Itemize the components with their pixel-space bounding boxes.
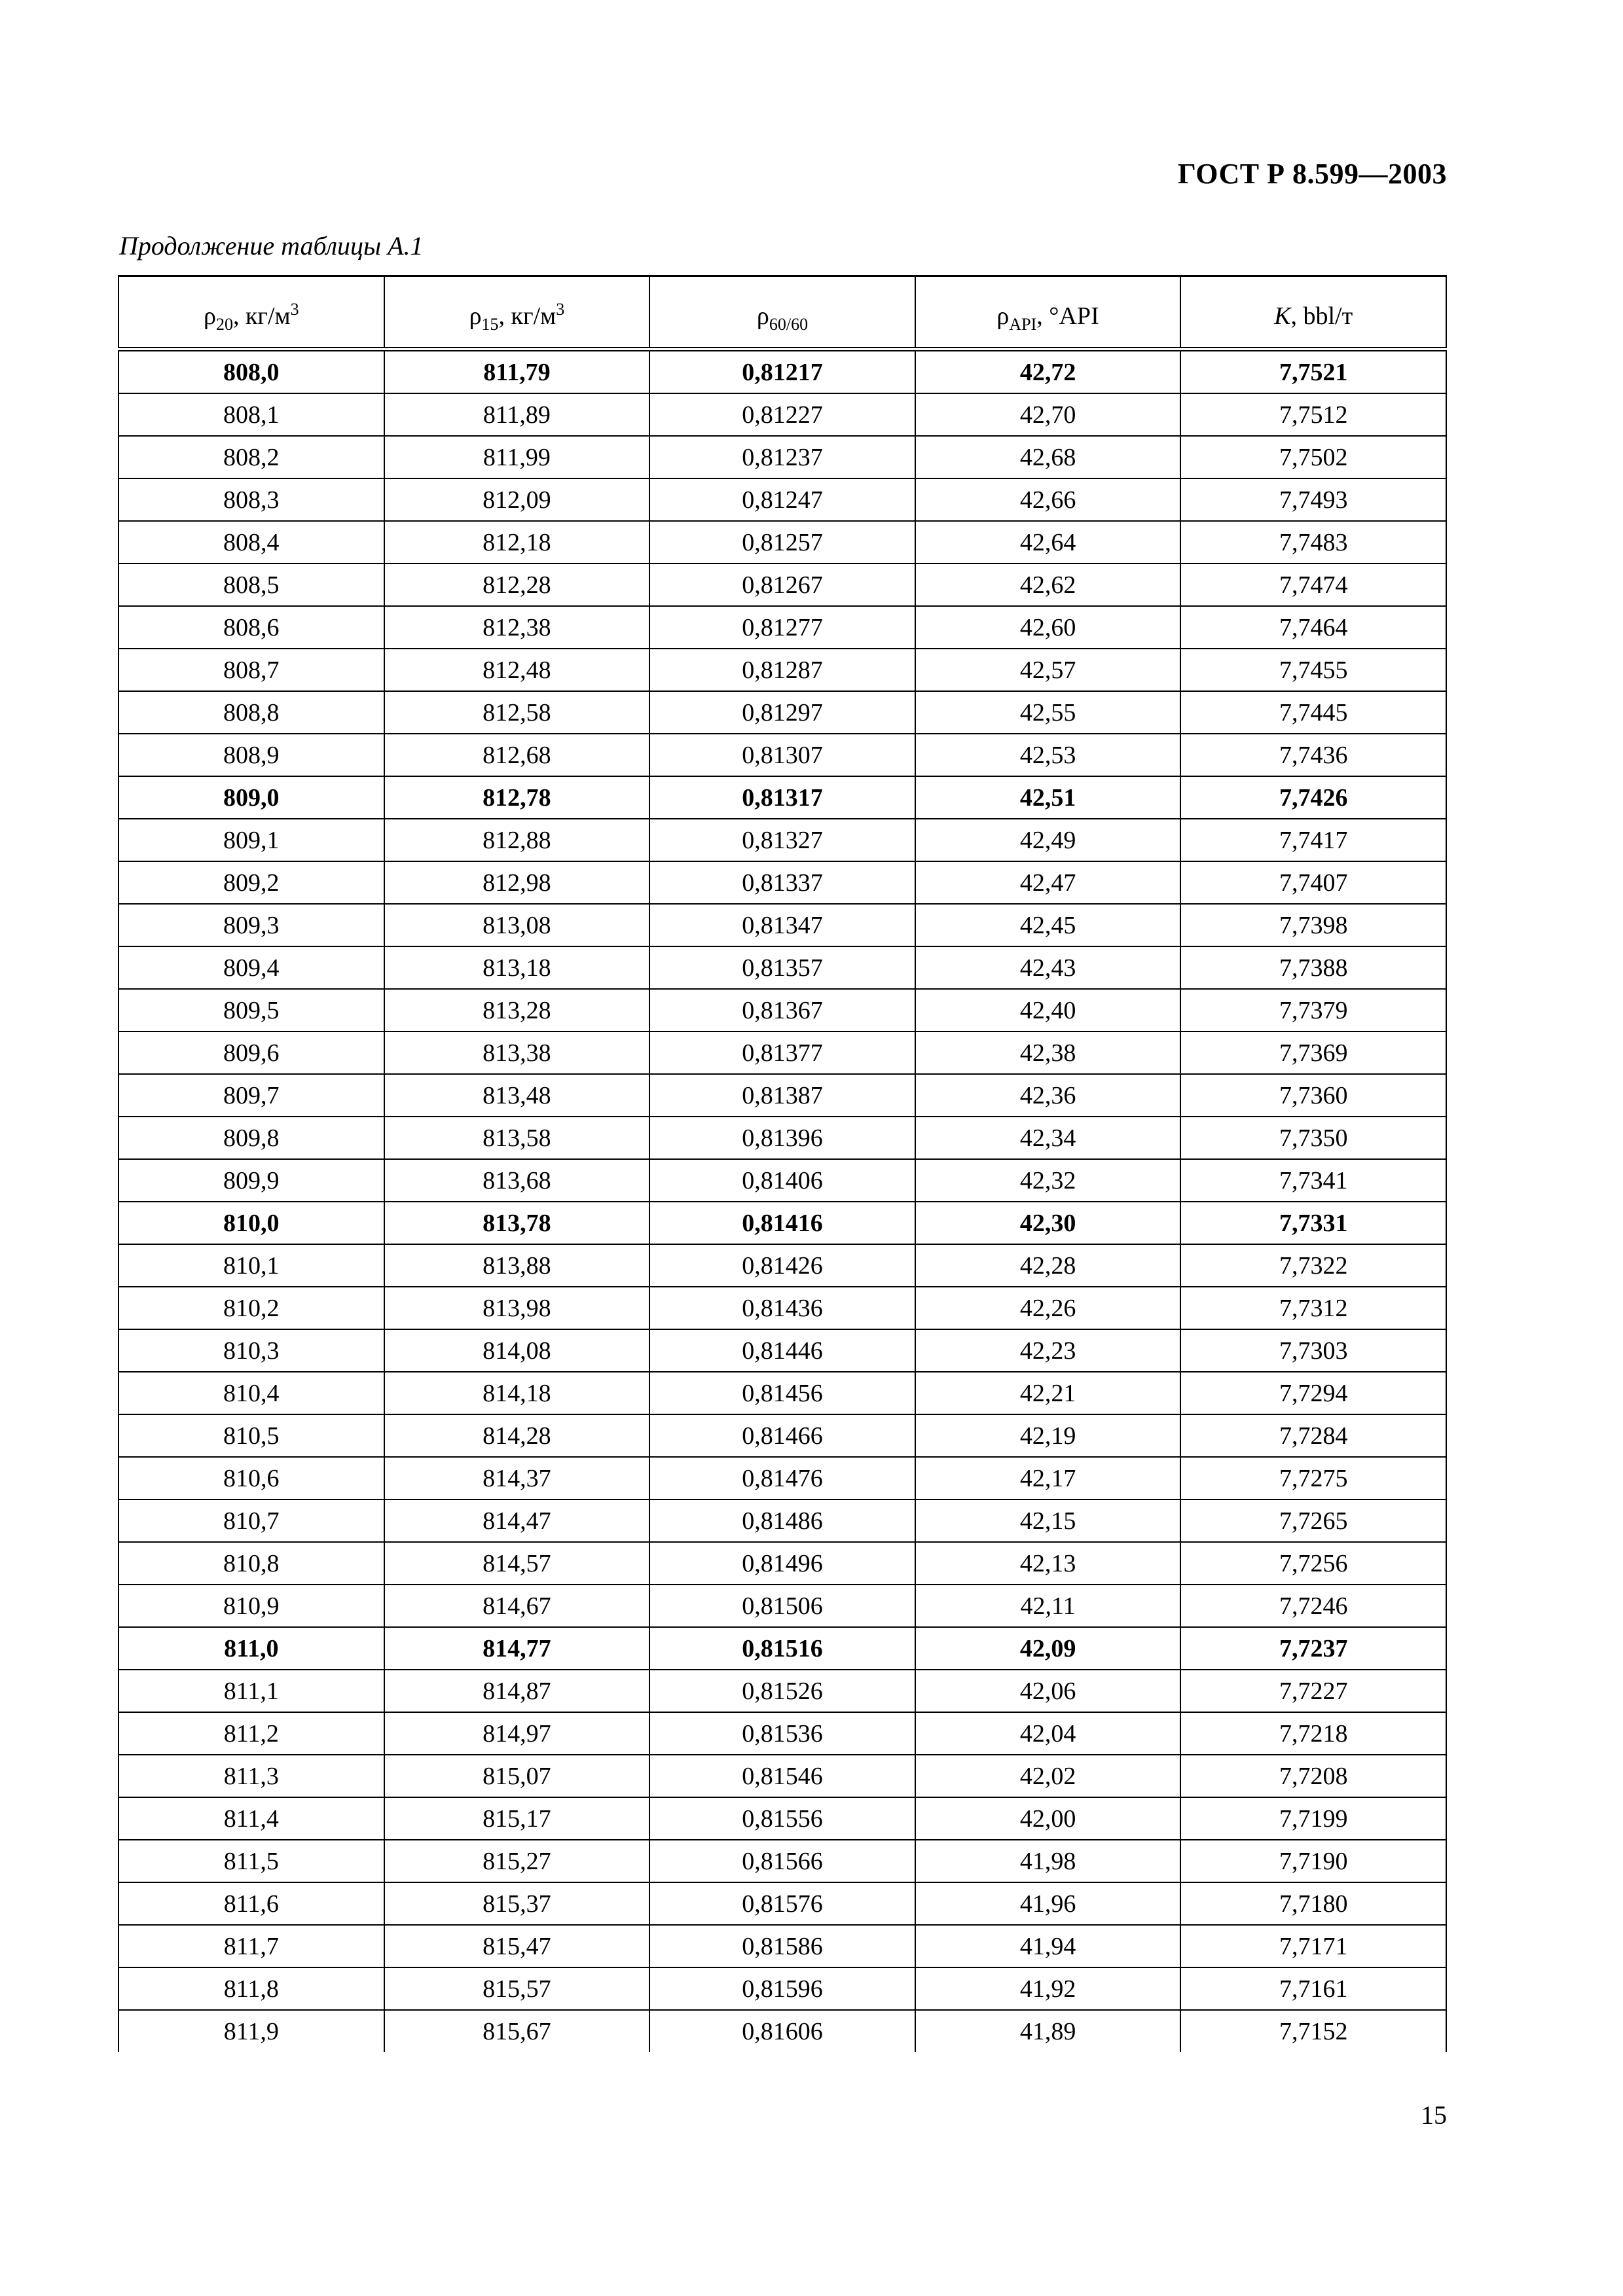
table-cell: 7,7265	[1180, 1499, 1446, 1542]
column-subscript: 60/60	[769, 315, 809, 334]
table-cell: 813,88	[384, 1244, 650, 1287]
table-cell: 0,81486	[649, 1499, 915, 1542]
table-cell: 7,7388	[1180, 946, 1446, 989]
table-cell: 812,09	[384, 478, 650, 521]
table-cell: 0,81516	[649, 1627, 915, 1670]
table-cell: 810,6	[119, 1457, 384, 1499]
table-cell: 7,7322	[1180, 1244, 1446, 1287]
table-cell: 42,57	[915, 649, 1181, 691]
table-cell: 808,6	[119, 606, 384, 649]
table-cell: 808,4	[119, 521, 384, 564]
table-cell: 7,7455	[1180, 649, 1446, 691]
table-cell: 0,81327	[649, 819, 915, 861]
table-cell: 42,51	[915, 776, 1181, 819]
table-row	[119, 989, 1446, 1031]
table-cell: 0,81337	[649, 861, 915, 904]
data-table	[118, 275, 1447, 2052]
table-cell: 7,7341	[1180, 1159, 1446, 1202]
table-cell: 810,7	[119, 1499, 384, 1542]
table-cell: 41,96	[915, 1882, 1181, 1925]
table-cell: 813,38	[384, 1031, 650, 1074]
table-row	[119, 1117, 1446, 1159]
table-cell: 811,7	[119, 1925, 384, 1967]
table-cell: 42,62	[915, 564, 1181, 606]
table-cell: 810,1	[119, 1244, 384, 1287]
column-header-3	[649, 276, 915, 350]
table-cell: 42,34	[915, 1117, 1181, 1159]
table-row	[119, 691, 1446, 734]
table-cell: 809,9	[119, 1159, 384, 1202]
table-cell: 0,81416	[649, 1202, 915, 1244]
table-cell: 7,7360	[1180, 1074, 1446, 1117]
table-cell: 813,58	[384, 1117, 650, 1159]
table-row	[119, 1074, 1446, 1117]
table-cell: 7,7312	[1180, 1287, 1446, 1329]
table-cell: 812,38	[384, 606, 650, 649]
table-cell: 811,89	[384, 393, 650, 436]
table-cell: 7,7426	[1180, 776, 1446, 819]
table-cell: 813,08	[384, 904, 650, 946]
table-cell: 7,7256	[1180, 1542, 1446, 1585]
table-row	[119, 1712, 1446, 1755]
column-symbol: K	[1274, 302, 1291, 330]
table-cell: 811,6	[119, 1882, 384, 1925]
table-row	[119, 776, 1446, 819]
table-cell: 7,7171	[1180, 1925, 1446, 1967]
table-cell: 812,68	[384, 734, 650, 776]
table-row	[119, 1244, 1446, 1287]
table-row	[119, 1414, 1446, 1457]
table-cell: 0,81257	[649, 521, 915, 564]
table-cell: 808,7	[119, 649, 384, 691]
table-cell: 42,19	[915, 1414, 1181, 1457]
table-cell: 7,7284	[1180, 1414, 1446, 1457]
table-cell: 814,97	[384, 1712, 650, 1755]
table-row	[119, 478, 1446, 521]
table-cell: 813,48	[384, 1074, 650, 1117]
table-cell: 0,81456	[649, 1372, 915, 1414]
table-cell: 815,67	[384, 2010, 650, 2052]
table-cell: 0,81476	[649, 1457, 915, 1499]
table-cell: 808,3	[119, 478, 384, 521]
table-cell: 42,53	[915, 734, 1181, 776]
table-cell: 42,70	[915, 393, 1181, 436]
table-cell: 42,40	[915, 989, 1181, 1031]
table-row	[119, 350, 1446, 394]
table-cell: 7,7502	[1180, 436, 1446, 478]
table-cell: 810,2	[119, 1287, 384, 1329]
table-cell: 0,81227	[649, 393, 915, 436]
table-cell: 42,72	[915, 350, 1181, 394]
table-cell: 809,2	[119, 861, 384, 904]
table-cell: 810,4	[119, 1372, 384, 1414]
table-cell: 7,7208	[1180, 1755, 1446, 1797]
table-cell: 808,8	[119, 691, 384, 734]
table-cell: 815,57	[384, 1967, 650, 2010]
table-cell: 814,28	[384, 1414, 650, 1457]
table-cell: 808,1	[119, 393, 384, 436]
table-cell: 7,7398	[1180, 904, 1446, 946]
table-cell: 7,7246	[1180, 1585, 1446, 1627]
table-cell: 7,7303	[1180, 1329, 1446, 1372]
table-cell: 41,89	[915, 2010, 1181, 2052]
table-cell: 7,7275	[1180, 1457, 1446, 1499]
table-row	[119, 649, 1446, 691]
table-cell: 0,81396	[649, 1117, 915, 1159]
header-row	[119, 276, 1446, 350]
table-cell: 42,04	[915, 1712, 1181, 1755]
table-cell: 7,7369	[1180, 1031, 1446, 1074]
column-header-5	[1180, 276, 1446, 350]
table-cell: 0,81297	[649, 691, 915, 734]
table-cell: 7,7436	[1180, 734, 1446, 776]
column-unit: , bbl/т	[1290, 302, 1353, 330]
table-row	[119, 1031, 1446, 1074]
table-cell: 0,81237	[649, 436, 915, 478]
table-cell: 7,7180	[1180, 1882, 1446, 1925]
table-cell: 815,37	[384, 1882, 650, 1925]
table-cell: 0,81267	[649, 564, 915, 606]
table-cell: 42,02	[915, 1755, 1181, 1797]
table-cell: 814,08	[384, 1329, 650, 1372]
table-cell: 0,81596	[649, 1967, 915, 2010]
table-cell: 7,7407	[1180, 861, 1446, 904]
table-cell: 808,5	[119, 564, 384, 606]
table-cell: 7,7417	[1180, 819, 1446, 861]
table-cell: 812,28	[384, 564, 650, 606]
column-superscript: 3	[290, 300, 299, 319]
table-cell: 808,2	[119, 436, 384, 478]
table-cell: 42,64	[915, 521, 1181, 564]
table-cell: 0,81317	[649, 776, 915, 819]
table-cell: 7,7190	[1180, 1840, 1446, 1882]
table-row	[119, 1372, 1446, 1414]
table-cell: 812,48	[384, 649, 650, 691]
table-cell: 811,5	[119, 1840, 384, 1882]
table-cell: 0,81426	[649, 1244, 915, 1287]
table-row	[119, 1499, 1446, 1542]
table-cell: 809,0	[119, 776, 384, 819]
table-cell: 814,37	[384, 1457, 650, 1499]
table-cell: 0,81347	[649, 904, 915, 946]
column-superscript: 3	[556, 300, 565, 319]
table-cell: 7,7161	[1180, 1967, 1446, 2010]
table-cell: 42,55	[915, 691, 1181, 734]
table-cell: 808,9	[119, 734, 384, 776]
table-cell: 42,30	[915, 1202, 1181, 1244]
table-cell: 41,92	[915, 1967, 1181, 2010]
table-cell: 814,87	[384, 1670, 650, 1712]
table-row	[119, 393, 1446, 436]
table-cell: 813,28	[384, 989, 650, 1031]
table-cell: 813,18	[384, 946, 650, 989]
table-cell: 814,47	[384, 1499, 650, 1542]
table-cell: 7,7474	[1180, 564, 1446, 606]
table-cell: 0,81576	[649, 1882, 915, 1925]
table-row	[119, 1329, 1446, 1372]
table-cell: 809,7	[119, 1074, 384, 1117]
table-cell: 0,81606	[649, 2010, 915, 2052]
table-cell: 42,21	[915, 1372, 1181, 1414]
table-cell: 815,07	[384, 1755, 650, 1797]
table-cell: 810,8	[119, 1542, 384, 1585]
table-cell: 813,98	[384, 1287, 650, 1329]
document-code: ГОСТ Р 8.599—2003	[1177, 158, 1447, 190]
table-row	[119, 1882, 1446, 1925]
table-cell: 42,49	[915, 819, 1181, 861]
table-row	[119, 734, 1446, 776]
table-cell: 0,81217	[649, 350, 915, 394]
table-cell: 814,57	[384, 1542, 650, 1585]
table-cell: 0,81466	[649, 1414, 915, 1457]
table-row	[119, 521, 1446, 564]
column-unit: , кг/м	[498, 302, 556, 330]
table-cell: 7,7445	[1180, 691, 1446, 734]
table-cell: 42,06	[915, 1670, 1181, 1712]
table-cell: 814,67	[384, 1585, 650, 1627]
table-cell: 42,32	[915, 1159, 1181, 1202]
table-cell: 0,81586	[649, 1925, 915, 1967]
table-row	[119, 1202, 1446, 1244]
table-cell: 0,81377	[649, 1031, 915, 1074]
table-cell: 814,77	[384, 1627, 650, 1670]
table-cell: 0,81446	[649, 1329, 915, 1372]
column-unit: , °API	[1036, 302, 1099, 330]
table-cell: 810,3	[119, 1329, 384, 1372]
table-cell: 809,3	[119, 904, 384, 946]
table-cell: 7,7379	[1180, 989, 1446, 1031]
table-cell: 42,26	[915, 1287, 1181, 1329]
table-cell: 0,81436	[649, 1287, 915, 1329]
table-cell: 809,6	[119, 1031, 384, 1074]
table-cell: 42,45	[915, 904, 1181, 946]
table-cell: 41,94	[915, 1925, 1181, 1967]
table-cell: 42,28	[915, 1244, 1181, 1287]
table-cell: 0,81357	[649, 946, 915, 989]
table-row	[119, 606, 1446, 649]
table-cell: 7,7227	[1180, 1670, 1446, 1712]
table-cell: 0,81406	[649, 1159, 915, 1202]
table-cell: 811,9	[119, 2010, 384, 2052]
table-caption: Продолжение таблицы А.1	[119, 231, 424, 260]
table-row	[119, 436, 1446, 478]
table-cell: 0,81496	[649, 1542, 915, 1585]
table-cell: 811,8	[119, 1967, 384, 2010]
table-cell: 42,11	[915, 1585, 1181, 1627]
table-cell: 7,7218	[1180, 1712, 1446, 1755]
table-cell: 42,00	[915, 1797, 1181, 1840]
table-cell: 808,0	[119, 350, 384, 394]
table-cell: 42,13	[915, 1542, 1181, 1585]
table-cell: 813,78	[384, 1202, 650, 1244]
table-cell: 812,98	[384, 861, 650, 904]
table-row	[119, 904, 1446, 946]
column-subscript: 15	[481, 315, 499, 334]
table-cell: 0,81387	[649, 1074, 915, 1117]
table-cell: 7,7464	[1180, 606, 1446, 649]
table-row	[119, 1670, 1446, 1712]
table-cell: 809,5	[119, 989, 384, 1031]
column-header-2	[384, 276, 650, 350]
table-cell: 815,17	[384, 1797, 650, 1840]
table-row	[119, 1755, 1446, 1797]
table-cell: 42,36	[915, 1074, 1181, 1117]
table-cell: 42,17	[915, 1457, 1181, 1499]
table-cell: 0,81536	[649, 1712, 915, 1755]
table-cell: 812,18	[384, 521, 650, 564]
table-cell: 7,7350	[1180, 1117, 1446, 1159]
table-row	[119, 1627, 1446, 1670]
table-cell: 42,60	[915, 606, 1181, 649]
table-cell: 810,0	[119, 1202, 384, 1244]
column-subscript: API	[1009, 315, 1037, 334]
table-cell: 7,7294	[1180, 1372, 1446, 1414]
column-symbol: ρ	[469, 302, 482, 330]
table-row	[119, 1797, 1446, 1840]
table-cell: 810,5	[119, 1414, 384, 1457]
table-cell: 7,7521	[1180, 350, 1446, 394]
table-cell: 809,4	[119, 946, 384, 989]
table-cell: 813,68	[384, 1159, 650, 1202]
table-row	[119, 1840, 1446, 1882]
table-cell: 811,4	[119, 1797, 384, 1840]
table-row	[119, 1457, 1446, 1499]
table-cell: 42,23	[915, 1329, 1181, 1372]
table-row	[119, 1542, 1446, 1585]
table-cell: 0,81546	[649, 1755, 915, 1797]
table-cell: 0,81307	[649, 734, 915, 776]
table-row	[119, 564, 1446, 606]
table-cell: 42,47	[915, 861, 1181, 904]
table-cell: 0,81566	[649, 1840, 915, 1882]
table-cell: 811,3	[119, 1755, 384, 1797]
column-symbol: ρ	[203, 302, 216, 330]
table-row	[119, 1287, 1446, 1329]
table-cell: 814,18	[384, 1372, 650, 1414]
table-cell: 7,7152	[1180, 2010, 1446, 2052]
column-header-4	[915, 276, 1181, 350]
table-row	[119, 861, 1446, 904]
table-cell: 7,7493	[1180, 478, 1446, 521]
table-cell: 0,81506	[649, 1585, 915, 1627]
table-cell: 811,1	[119, 1670, 384, 1712]
table-cell: 7,7237	[1180, 1627, 1446, 1670]
table-cell: 0,81277	[649, 606, 915, 649]
table-cell: 0,81247	[649, 478, 915, 521]
table-cell: 42,43	[915, 946, 1181, 989]
table-row	[119, 946, 1446, 989]
table-cell: 7,7483	[1180, 521, 1446, 564]
table-cell: 42,09	[915, 1627, 1181, 1670]
column-symbol: ρ	[756, 302, 769, 330]
table-cell: 811,99	[384, 436, 650, 478]
column-subscript: 20	[215, 315, 233, 334]
table-header	[119, 276, 1446, 350]
table-cell: 42,38	[915, 1031, 1181, 1074]
table-row	[119, 1585, 1446, 1627]
column-symbol: ρ	[996, 302, 1010, 330]
table-cell: 42,15	[915, 1499, 1181, 1542]
table-row	[119, 819, 1446, 861]
table-cell: 0,81526	[649, 1670, 915, 1712]
table-cell: 812,88	[384, 819, 650, 861]
table-cell: 809,1	[119, 819, 384, 861]
table-cell: 42,68	[915, 436, 1181, 478]
table-cell: 7,7331	[1180, 1202, 1446, 1244]
table-cell: 0,81367	[649, 989, 915, 1031]
table-cell: 812,78	[384, 776, 650, 819]
table-cell: 811,2	[119, 1712, 384, 1755]
table-cell: 811,0	[119, 1627, 384, 1670]
table-row	[119, 2010, 1446, 2052]
table-cell: 0,81556	[649, 1797, 915, 1840]
table-row	[119, 1967, 1446, 2010]
page-number: 15	[1421, 2100, 1447, 2130]
table-cell: 812,58	[384, 691, 650, 734]
table-cell: 811,79	[384, 350, 650, 394]
table-cell: 41,98	[915, 1840, 1181, 1882]
table-cell: 810,9	[119, 1585, 384, 1627]
table-cell: 7,7199	[1180, 1797, 1446, 1840]
table-row	[119, 1925, 1446, 1967]
table-cell: 815,47	[384, 1925, 650, 1967]
table-cell: 7,7512	[1180, 393, 1446, 436]
table-cell: 809,8	[119, 1117, 384, 1159]
table-body	[119, 350, 1446, 2053]
table-cell: 42,66	[915, 478, 1181, 521]
table-cell: 0,81287	[649, 649, 915, 691]
table-row	[119, 1159, 1446, 1202]
column-unit: , кг/м	[232, 302, 291, 330]
column-header-1	[119, 276, 384, 350]
table-cell: 815,27	[384, 1840, 650, 1882]
